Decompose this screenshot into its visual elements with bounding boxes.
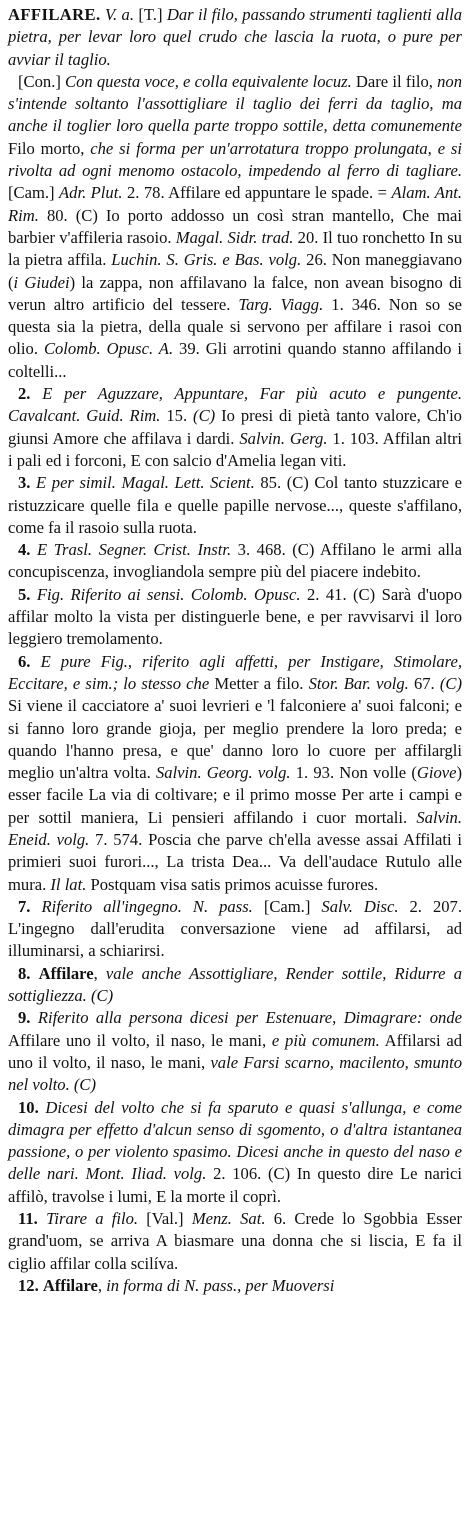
entry-text: [Val.] [138,1209,192,1229]
entry-text: 2. 106. (C) In questo dire Le narici affilò, travolse i lumi, E la morte il coprì. [8,1164,462,1206]
sense-number: 7. [18,896,31,916]
italic-text: E per simil. Magal. Lett. Scient. [36,473,255,493]
sense-entry [8,651,462,896]
entry-text [30,897,41,916]
sense-number: 8. [18,963,31,983]
sense-entry [8,1007,462,1096]
italic-text: Fig. Riferito ai sensi. Colomb. Opusc. [36,584,301,604]
sense-number: 3. [18,473,31,493]
italic-text: Salvin. Georg. volg. [155,763,291,783]
italic-text: E per Aguzzare, Appuntare, Far più acuto e pungente. Cavalcant. Guid. Rim. [8,384,462,426]
italic-text: e più comunem. [271,1030,380,1050]
italic-text: in forma di N. pass., per Muoversi [106,1275,335,1295]
sense-entry [8,383,462,472]
sense-number: 2. [18,384,31,404]
italic-text: Giove [416,763,457,783]
italic-text: vale anche Assottigliare, Render sottile, Ridurre a sottigliezza. (C) [8,963,462,1006]
entry-text [30,964,38,983]
italic-text: V. a. [104,5,134,24]
entry-text: Dare il filo, [351,71,438,91]
entry-text: 20. Il tuo ronchetto In su la pietra affila. [8,227,463,270]
headword-entry [8,4,462,71]
entry-text: 85. (C) Col tanto stuzzicare e ristuzzicare quelle fila e quelle papille nervose..., queste s'affilano, come fa il rasoio sulla ruota. [8,473,462,537]
sense-number: Affilare [42,1275,98,1295]
italic-text: Salv. Disc. [321,896,399,916]
italic-text: (C) [439,673,462,693]
italic-text: Targ. Viagg. [238,294,324,314]
entry-text: [Cam.] [8,183,60,203]
entry-text: 2. 207. L'ingegno dall'erudita conversazione viene ad affilarsi, ad illuminarsi, a schiarirsi. [8,896,462,961]
italic-text: Riferito alla persona dicesi per Estenuare, Dimagrare: onde [37,1008,462,1028]
italic-text: Con questa voce, e colla equivalente locuz. [65,71,352,91]
entry-text: 1. 93. Non volle ( [290,763,417,783]
sense-entry [8,472,462,539]
sense-entry [8,71,462,383]
headword: AFFILARE. [8,5,101,24]
italic-text: Adr. Plut. [59,183,123,203]
entry-text: Filo morto, [8,138,91,158]
entry-text: [Cam.] [252,896,322,916]
entry-text: 2. 41. (C) Sarà d'uopo affilar molto la vista per distinguerle bene, e per ravvisarvi il loro leggiero tremolamento. [8,584,463,649]
sense-entry [8,1208,462,1275]
entry-text: Metter a filo. [209,673,309,693]
entry-text: 7. 574. Poscia che parve ch'ella avesse assai Affilati i primieri suoi furori..., La trista Dea... Va dell'audace Rutulo alle mura. [8,829,462,894]
sense-number: Affilare [38,963,94,983]
entry-text: 15. [160,406,194,426]
entry-text [30,384,42,403]
italic-text: Luchin. S. Gris. e Bas. volg. [111,250,302,270]
italic-text: Salvin. Eneid. volg. [8,807,462,849]
sense-entry [8,1097,462,1208]
sense-number: 10. [18,1097,39,1117]
italic-text: Colomb. Opusc. A. [43,339,174,359]
entry-text: ) la zappa, non affilavano la falce, non avean bisogno di verun altro artificio del tessere. [8,272,462,314]
entry-text: Si viene il cacciatore a' suoi levrieri e 'l falconiere a' suoi falconi; e si fanno loro grande gioja, per meglio prendere la loro preda; e quando l'hanno presa, e que' danno loro lo cuore per affilargli meglio un'altra volta. [8,696,462,783]
italic-text: Salvin. Gerg. [239,428,328,448]
entry-text: 2. 78. Affilare ed appuntare le spade. = [122,183,392,203]
entry-text: 3. 468. (C) Affilano le armi alla concupiscenza, invogliandola sempre più del piacere indebito. [8,540,462,582]
sense-entry [8,963,462,1008]
sense-entry [8,896,462,963]
entry-text [38,1209,46,1228]
entry-text: 39. Gli arrotini quando stanno affilando i coltelli... [8,339,462,381]
sense-number: 4. [18,540,31,560]
sense-number: 5. [18,584,31,604]
entry-text: [T.] [133,5,167,24]
italic-text: Tirare a filo. [46,1209,139,1229]
entry-text: ) esser facile La via di coltivare; e il primo mosse Per arte i campi e per sottil maniera, Li pensieri affilando i cuor mortali. [8,763,463,827]
italic-text: (C) [193,406,216,426]
italic-text: che si forma per un'arrotatura troppo prolungata, e si rivolta ad ogni menomo ostacolo, impedendo al ferro di tagliare. [8,138,462,181]
sense-number: 12. [18,1275,39,1295]
entry-list [8,4,462,1297]
entry-text [30,652,40,671]
italic-text: E pure Fig., riferito agli affetti, per Instigare, Stimolare, Eccitare, e sim.; lo stesso che [8,651,462,693]
entry-text: 26. Non maneggiavano ( [8,250,463,292]
sense-number: 11. [18,1209,38,1229]
entry-text: Affilare uno il volto, il naso, le mani, [8,1030,272,1050]
italic-text: Menz. Sat. [191,1209,266,1229]
entry-text: 67. [408,673,440,693]
entry-text: 1. 103. Affilan altri i pali ed i forconi, E con salcio d'Amelia legan viti. [8,428,462,470]
italic-text: i Giudei [13,272,70,292]
italic-text: Dar il filo, passando strumenti taglienti alla pietra, per levar loro quel crudo che lascia la ruota, o pure per avviar il taglio. [8,5,463,69]
italic-text: non s'intende soltanto l'assottigliare il taglio dei ferri da taglio, ma anche il toglier loro quella parte troppo sottile, detta comunemente [8,71,462,136]
italic-text: Dicesi del volto che si fa sparuto e quasi s'allunga, e come dimagra per effetto d'alcun senso di sgomento, o d'altra istantanea passione, o per violento spasimo. Dicesi anche in questo del naso e delle nari. Mont. Iliad. volg. [8,1097,462,1184]
entry-text: [Con.] [18,71,66,91]
italic-text: Alam. Ant. Rim. [8,183,462,225]
entry-text: 1. 346. Non so se questa sia la pietra, della quale si servono per affilare i rasoi con olio. [8,294,462,359]
entry-text: Affilarsi ad uno il volto, il naso, le mani, [8,1030,462,1072]
italic-text: Stor. Bar. volg. [308,673,409,693]
italic-text: Magal. Sidr. trad. [175,227,294,247]
entry-text: , [97,1275,107,1295]
entry-text [30,1008,37,1027]
entry-text: 80. (C) Io porto addosso un così stran mantello, Che mai barbier v'affileria rasoio. [8,205,462,247]
entry-text: Io presi di pietà tanto valore, Ch'io giunsi Amore che affilava i dardi. [8,406,462,448]
entry-text: Postquam visa satis primos acuisse furores. [86,874,379,894]
sense-entry [8,539,462,584]
sense-number: 9. [18,1008,31,1028]
italic-text: E Trasl. Segner. Crist. Instr. [37,540,232,560]
italic-text: Riferito all'ingegno. N. pass. [41,896,253,916]
sense-entry [8,584,462,651]
entry-text: 6. Crede lo Sgobbia Esser grand'uom, se arriva A biasmare una donna che si liscia, E fa il ciglio affilar colla scilíva. [8,1209,462,1273]
sense-entry [8,1275,462,1297]
sense-number: 6. [18,651,31,671]
italic-text: Il lat. [50,874,87,894]
italic-text: vale Farsi scarno, macilento, smunto nel volto. (C) [8,1052,463,1095]
entry-text: , [93,963,106,983]
